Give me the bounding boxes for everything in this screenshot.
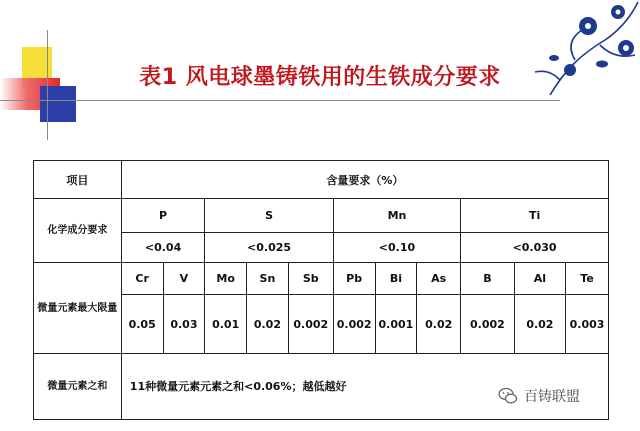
trace-element-cell: Mo	[205, 263, 247, 295]
chem-value-mn: <0.10	[333, 233, 460, 263]
trace-label-cell: 微量元素最大限量	[34, 263, 122, 353]
trace-value-cell: 0.002	[288, 295, 333, 353]
trace-value-cell: 0.05	[121, 295, 163, 353]
trace-element-cell: Al	[514, 263, 565, 295]
trace-element-cell: Sn	[247, 263, 289, 295]
trace-value-cell: 0.02	[514, 295, 565, 353]
trace-element-cell: Cr	[121, 263, 163, 295]
trace-element-cell: As	[417, 263, 461, 295]
trace-element-cell: Pb	[333, 263, 375, 295]
trace-value-cell: 0.003	[566, 295, 609, 353]
chem-label-cell: 化学成分要求	[34, 199, 122, 263]
chem-element-row	[34, 199, 609, 233]
sum-label-cell: 微量元素之和	[34, 353, 122, 419]
header-row	[34, 161, 609, 199]
watermark	[498, 386, 580, 406]
item-header-cell: 项目	[34, 161, 122, 199]
trace-value-cell: 0.02	[417, 295, 461, 353]
decor-horizontal-line	[0, 100, 560, 101]
floral-ornament-icon	[530, 0, 640, 95]
watermark-text: 百铸联盟	[524, 389, 580, 405]
trace-element-cell: Bi	[375, 263, 417, 295]
trace-value-cell: 0.001	[375, 295, 417, 353]
wechat-icon	[498, 387, 518, 405]
chem-element-mn: Mn	[333, 199, 460, 233]
decor-blue-block	[40, 86, 76, 122]
chem-element-p: P	[121, 199, 205, 233]
content-header-cell: 含量要求（%）	[121, 161, 608, 199]
chem-value-p: <0.04	[121, 233, 205, 263]
trace-value-cell: 0.002	[333, 295, 375, 353]
pig-iron-spec-table	[33, 160, 609, 420]
slide-title: 表1 风电球墨铸铁用的生铁成分要求	[139, 65, 501, 90]
sum-note-cell: 11种微量元素元素之和<0.06%；越低越好	[121, 353, 608, 419]
trace-value-cell: 0.03	[163, 295, 205, 353]
trace-element-cell: Sb	[288, 263, 333, 295]
chem-value-s: <0.025	[205, 233, 333, 263]
chem-value-ti: <0.030	[461, 233, 609, 263]
chem-element-ti: Ti	[461, 199, 609, 233]
trace-value-cell: 0.01	[205, 295, 247, 353]
trace-element-cell: V	[163, 263, 205, 295]
trace-element-row	[34, 263, 609, 295]
chem-element-s: S	[205, 199, 333, 233]
trace-value-cell: 0.02	[247, 295, 289, 353]
trace-element-cell: B	[461, 263, 515, 295]
trace-value-cell: 0.002	[461, 295, 515, 353]
trace-element-cell: Te	[566, 263, 609, 295]
